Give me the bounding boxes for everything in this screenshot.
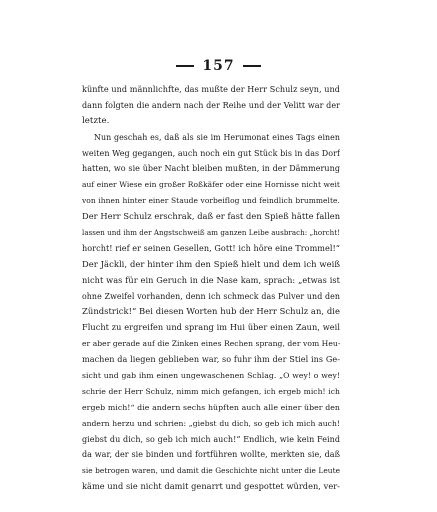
text-line: sie betrogen waren, und damit die Geschichte nicht unter die Leute — [82, 466, 340, 476]
text-line: andern herzu und schrien: „giebst du dich, so geb ich mich auch! — [82, 418, 340, 428]
text-line: Nun geschah es, daß als sie im Herumonat eines Tags einen — [94, 132, 340, 142]
text-line: giebst du dich, so geb ich mich auch!“ Endlich, wie kein Feind — [82, 434, 340, 444]
text-line: Der Jäckli, der hinter ihm den Spieß hielt und dem ich weiß — [82, 258, 340, 269]
text-line: von ihnen hinter einer Staude vorbeiflog und feindlich brummelte. — [82, 196, 340, 206]
text-line: ohne Zweifel vorhanden, denn ich schmeck das Pulver und den — [82, 291, 340, 301]
page-number: 157 — [202, 58, 235, 74]
text-line: hatten, wo sie über Nacht bleiben mußten, in der Dämmerung — [82, 164, 340, 174]
text-line: nicht was für ein Geruch in die Nase kam, sprach: „etwas ist — [82, 274, 340, 285]
text-line: ergeb mich!“ die andern sechs hüpften auch alle einer über den — [82, 402, 340, 412]
text-line: schrie der Herr Schulz, nimm mich gefangen, ich ergeb mich! ich — [82, 386, 340, 396]
text-line: machen da liegen geblieben war, so fuhr ihm der Stiel ins Ge- — [82, 354, 340, 365]
text-line: horcht! rief er seinen Gesellen, Gott! ich höre eine Trommel!“ — [82, 242, 340, 253]
text-line: Zündstrick!“ Bei diesen Worten hub der Herr Schulz an, die — [82, 306, 340, 317]
body-text — [82, 82, 340, 495]
header-dash-right — [243, 65, 261, 67]
text-line: lassen und ihm der Angstschweiß am ganzen Leibe ausbrach: „horcht! — [82, 228, 340, 238]
text-line: er aber gerade auf die Zinken eines Rechen sprang, der vom Heu- — [82, 339, 340, 349]
text-line: Flucht zu ergreifen und sprang im Hui über einen Zaun, weil — [82, 322, 340, 333]
text-line: dann folgten die andern nach der Reihe und der Velitt war der — [82, 100, 340, 110]
text-line: Der Herr Schulz erschrak, daß er fast den Spieß hätte fallen — [82, 211, 340, 222]
text-line: künfte und männlichfte, das mußte der Herr Schulz seyn, und — [82, 84, 340, 94]
text-line: auf einer Wiese ein großer Roßkäfer oder eine Hornisse nicht weit — [82, 180, 340, 190]
text-line: letzte. — [82, 115, 110, 126]
page-header — [0, 58, 437, 74]
header-dash-left — [176, 65, 194, 67]
text-line: weiten Weg gegangen, auch noch ein gut Stück bis in das Dorf — [82, 148, 340, 158]
text-line: käme und sie nicht damit genarrt und gespottet würden, ver- — [82, 481, 340, 492]
text-line: da war, der sie binden und fortführen wollte, merkten sie, daß — [82, 450, 340, 460]
text-line: sicht und gab ihm einen ungewaschenen Schlag. „O wey! o wey! — [82, 371, 340, 381]
